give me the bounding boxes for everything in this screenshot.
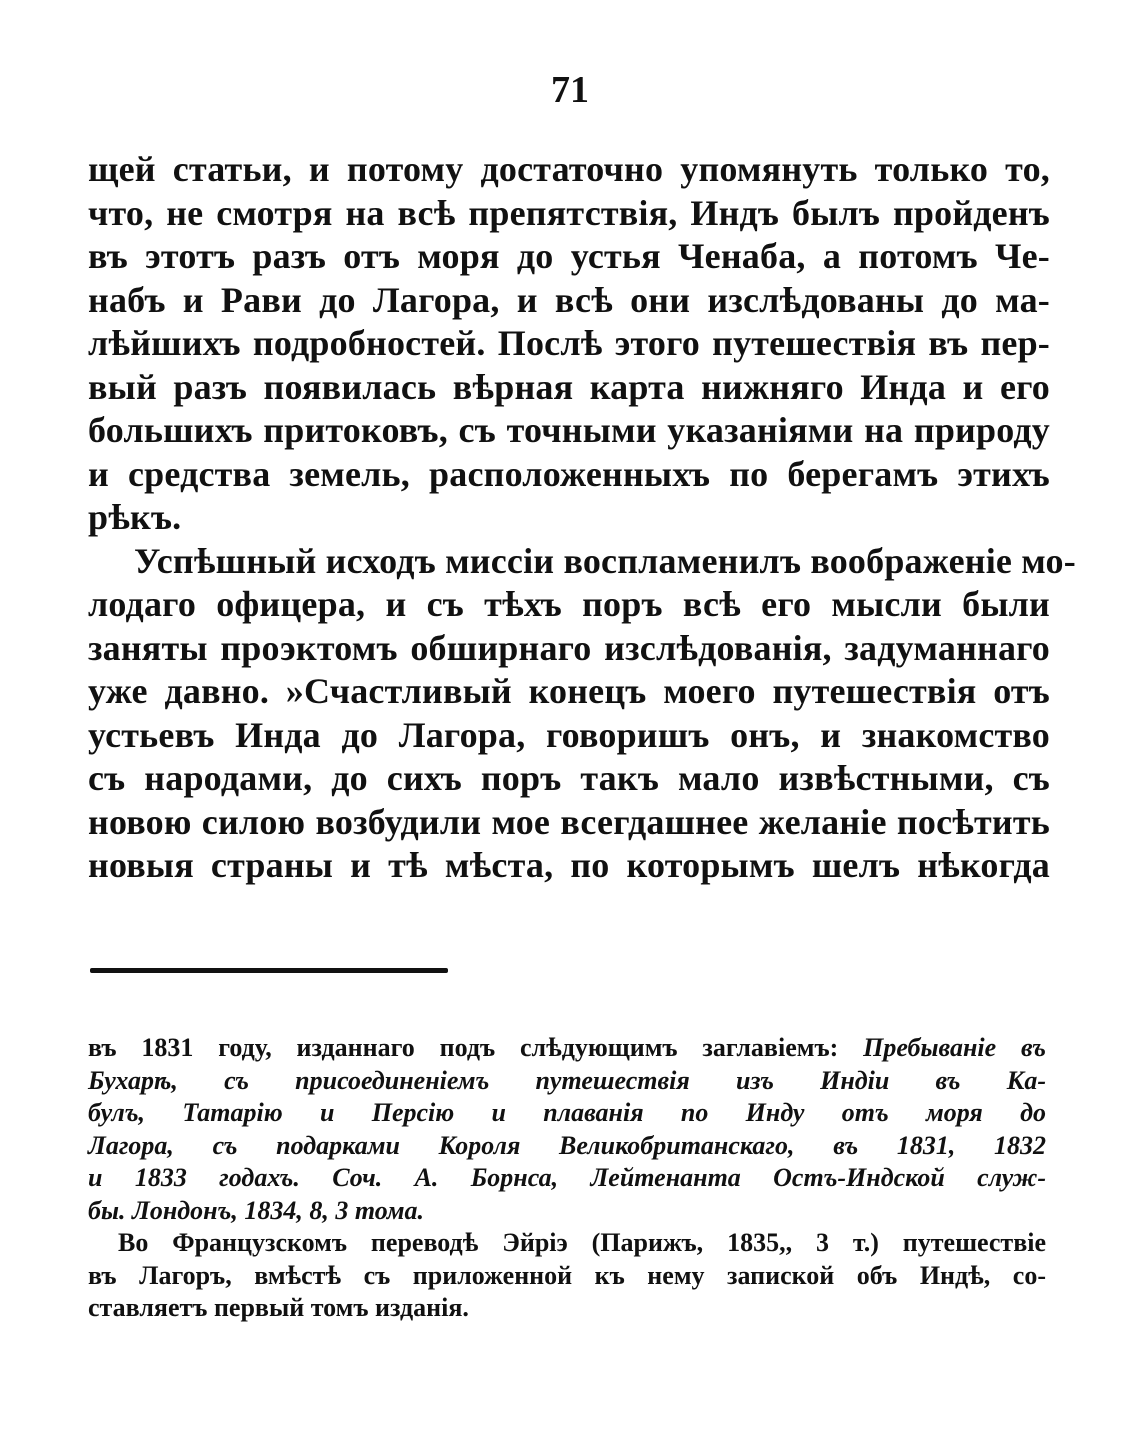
footnote	[88, 1032, 1046, 1325]
footnote-title-text: булъ, Татарію и Персію и плаванія по Инду отъ моря до	[88, 1098, 1046, 1127]
footnote-title-text: Пребываніе въ	[863, 1033, 1046, 1062]
text-line: устьевъ Инда до Лагора, говоришъ онъ, и знакомство	[88, 714, 1050, 755]
footnote-line	[88, 1097, 1046, 1130]
text-line: новыя страны и тѣ мѣста, по которымъ шелъ нѣкогда	[88, 845, 1050, 885]
footnote-separator	[90, 968, 448, 973]
footnote-line	[88, 1162, 1046, 1195]
main-text	[88, 148, 1076, 888]
footnote-line: въ Лагоръ, вмѣстѣ съ приложенной къ нему запиской объ Индѣ, со-	[88, 1260, 1046, 1290]
footnote-line	[88, 1130, 1046, 1163]
footnote-line	[88, 1065, 1046, 1098]
text-line: лодаго офицера, и съ тѣхъ поръ всѣ его мысли были	[88, 584, 1050, 624]
page-number: 71	[551, 69, 589, 111]
footnote-title-text: Лагора, съ подарками Короля Великобританскаго, въ 1831, 1832	[88, 1130, 1046, 1160]
footnote-line: Во Французскомъ переводѣ Эйріэ (Парижъ, 1835,, 3 т.) путешествіе	[118, 1228, 1046, 1257]
text-line: и средства земель, расположенныхъ по берегамъ этихъ	[88, 453, 1050, 494]
text-line: въ этотъ разъ отъ моря до устья Ченаба, а потомъ Че-	[88, 236, 1050, 276]
text-line: уже давно. »Счастливый конецъ моего путешествія отъ	[88, 671, 1050, 711]
footnote-title-text: бы. Лондонъ, 1834, 8, 3 тома.	[88, 1195, 425, 1225]
text-line: рѣкъ.	[88, 497, 182, 537]
footnote-title-text: и 1833 годахъ. Соч. А. Борнса, Лейтенанта Остъ-Индской служ-	[88, 1163, 1046, 1192]
text-line: Успѣшный исходъ миссіи воспламенилъ воображеніе мо-	[134, 540, 1076, 581]
text-line: лѣйшихъ подробностей. Послѣ этого путешествія въ пер-	[88, 323, 1050, 363]
footnote-lead-text: въ 1831 году, изданнаго подъ слѣдующимъ заглавіемъ:	[88, 1033, 864, 1062]
text-line: набъ и Рави до Лагора, и всѣ они изслѣдованы до ма-	[88, 279, 1050, 320]
text-line: что, не смотря на всѣ препятствія, Индъ былъ пройденъ	[88, 192, 1050, 233]
text-line: вый разъ появилась вѣрная карта нижняго Инда и его	[88, 366, 1050, 407]
footnote-line: ставляетъ первый томъ изданія.	[88, 1293, 469, 1322]
text-line: щей статьи, и потому достаточно упомянуть только то,	[88, 149, 1050, 189]
text-line: большихъ притоковъ, съ точными указаніями на природу	[88, 410, 1050, 450]
footnote-line	[88, 1195, 1046, 1228]
footnote-title-text: Бухарѣ, съ присоединеніемъ путешествія изъ Индіи въ Ка-	[88, 1065, 1046, 1095]
text-line: новою силою возбудили мое всегдашнее желаніе посѣтить	[88, 801, 1050, 842]
text-line: съ народами, до сихъ поръ такъ мало извѣстными, съ	[88, 758, 1050, 798]
footnote-line	[88, 1032, 1046, 1065]
text-line: заняты проэктомъ обширнаго изслѣдованія, задуманнаго	[88, 627, 1050, 668]
